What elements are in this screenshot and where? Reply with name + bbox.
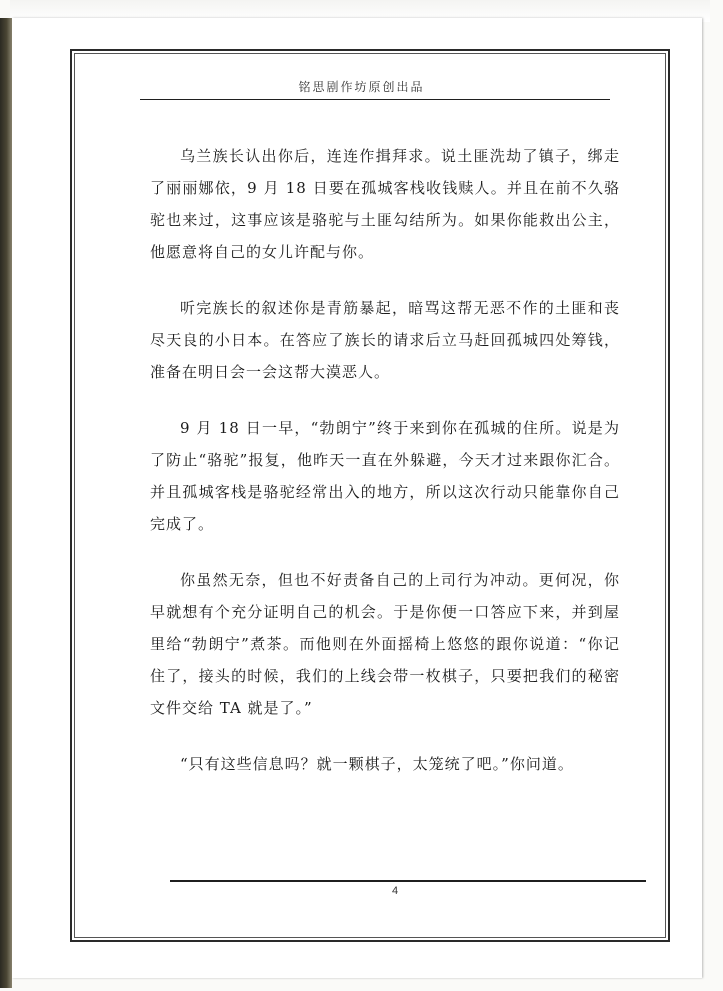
paragraph: 听完族长的叙述你是青筋暴起，暗骂这帮无恶不作的土匪和丧尽天良的小日本。在答应了族长的请求后立马赶回孤城四处筹钱，准备在明日会一会这帮大漠恶人。 xyxy=(150,299,620,381)
binding-edge xyxy=(0,18,12,988)
paragraph: 你虽然无奈，但也不好责备自己的上司行为冲动。更何况，你早就想有个充分证明自己的机会。于是你便一口答应下来，并到屋里给“勃朗宁”煮茶。而他则在外面摇椅上悠悠的跟你说道：“你记住了，接头的时候，我们的上线会带一枚棋子，只要把我们的秘密文件交给 TA 就是了。” xyxy=(150,571,620,717)
footer-divider xyxy=(170,880,646,882)
paragraph: 乌兰族长认出你后，连连作揖拜求。说土匪洗劫了镇子，绑走了丽丽娜依，9 月 18 日要在孤城客栈收钱赎人。并且在前不久骆驼也来过，这事应该是骆驼与土匪勾结所为。如果你能救出公主，他愿意将自己的女儿许配与你。 xyxy=(150,147,620,261)
paragraph: “只有这些信息吗？就一颗棋子，太笼统了吧。”你问道。 xyxy=(180,755,574,773)
page-number: 4 xyxy=(391,885,399,897)
body-text xyxy=(150,140,620,804)
page-header: 铭思剧作坊原创出品 xyxy=(298,80,425,94)
header-divider xyxy=(140,99,610,100)
paragraph: 9 月 18 日一早，“勃朗宁”终于来到你在孤城的住所。说是为了防止“骆驼”报复，他昨天一直在外躲避，今天才过来跟你汇合。并且孤城客栈是骆驼经常出入的地方，所以这次行动只能靠你自己完成了。 xyxy=(150,419,620,533)
